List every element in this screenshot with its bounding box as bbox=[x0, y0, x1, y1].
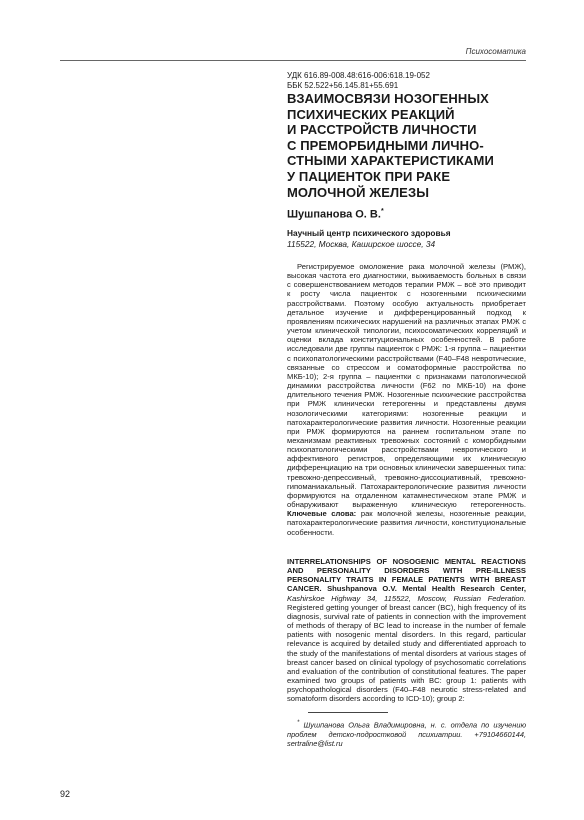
abstract-en bbox=[287, 557, 526, 704]
footnote-rule bbox=[308, 712, 388, 713]
title-line: С ПРЕМОРБИДНЫМИ ЛИЧНО- bbox=[287, 137, 484, 153]
footnote-text: Шушпанова Ольга Владимировна, н. с. отдела по изучению проблем детско-подростковой психиатрии. +79104660144, sertraline@list.ru bbox=[287, 720, 526, 749]
running-head: Психосоматика bbox=[465, 47, 526, 56]
title-line: У ПАЦИЕНТОК ПРИ РАКЕ bbox=[287, 168, 451, 184]
author-name: Шушпанова О. В. bbox=[287, 208, 381, 221]
author-footnote-mark: * bbox=[380, 208, 384, 215]
english-author-affil: Shushpanova O.V. Mental Health Research Center, bbox=[327, 584, 526, 594]
title-line: МОЛОЧНОЙ ЖЕЛЕЗЫ bbox=[287, 184, 430, 200]
affiliation-address: 115522, Москва, Каширское шоссе, 34 bbox=[287, 238, 436, 249]
author bbox=[287, 208, 526, 221]
title-line: СТНЫМИ ХАРАКТЕРИСТИКАМИ bbox=[287, 153, 494, 169]
title-line: ВЗАИМОСВЯЗИ НОЗОГЕННЫХ bbox=[287, 91, 489, 106]
keywords: рак молочной железы, нозогенные реакции, патохарактерологические развития личности, конституциональные особенности. bbox=[287, 509, 526, 537]
page-number: 92 bbox=[60, 789, 71, 799]
udc-code: УДК 616.89-008.48:616-006:618.19-052 bbox=[287, 71, 430, 80]
title-line: И РАССТРОЙСТВ ЛИЧНОСТИ bbox=[287, 122, 477, 138]
footnote bbox=[287, 718, 526, 749]
english-body: Registered getting younger of breast cancer (BC), high frequency of its diagnosis, survival rate of patients in connection with the improvement of methods of therapy of BC lead to increase in the number of female patients with nosogenic mental disorders. In this regard, particular relevance is acquired by detailed study and differentiated approach to the study of the manifestations of mental disorders at various stages of breast cancer based on clinical typology of psychosomatic correlations and evaluation of the contribution of constitutional features. The paper examined two groups of patients with BC: group 1: patients with psychopathological disorders (F40–F48 neurotic stress-related and somatoform disorders according to ICD-10); group 2: bbox=[287, 602, 526, 704]
header-rule bbox=[60, 60, 526, 61]
title-line: ПСИХИЧЕСКИХ РЕАКЦИЙ bbox=[287, 106, 455, 122]
english-address: Kashirskoe Highway 34, 115522, Moscow, Russian Federation. bbox=[287, 593, 526, 603]
affiliation-org: Научный центр психического здоровья bbox=[287, 228, 451, 238]
article-title bbox=[287, 91, 526, 200]
english-title: INTERRELATIONSHIPS OF NOSOGENIC MENTAL REACTIONS AND PERSONALITY DISORDERS WITH PRE-ILLNESS PERSONALITY TRAITS IN FEMALE PATIENTS WITH BREAST CANCER. bbox=[287, 557, 526, 594]
affiliation bbox=[287, 228, 526, 249]
abstract-body: Регистрируемое омоложение рака молочной железы (РМЖ), высокая частота его диагностики, выживаемость больных в связи с совершенствованием методов терапии РМЖ – всё это приводит к росту числа пациенток с нозогенными психическими расстройствами. Поэтому особую актуальность приобретает детальное изучение и дифференцированный подход к проявлениям психических нарушений на различных этапах РМЖ с учетом клинической типологии, психосоматических корреляций и оценки вклада конституциональных особенностей. В работе исследовали две группы пациенток с РМЖ: 1-я группа – пациентки с психопатологическими расстройствами (F40–F48 невротические, связанные со стрессом и соматоформные расстройства по МКБ-10); 2-я группа – пациентки с признаками патологической динамики расстройства личности (F62 по МКБ-10) на фоне длительного течения РМЖ. Нозогенные психические расстройства при РМЖ клинически гетерогенны и представлены двумя нозологическими категориями: нозогенные реакции и патохарактерологические развития личности. Нозогенные реакции при РМЖ формируются на раннем госпитальном этапе по механизмам реактивных тревожных состояний с коморбидными психопатологическими расстройствами невротического и аффективного регистров, определяющими их клиническую дифференциацию на три основных клинически завершенных типа: тревожно-депрессивный, тревожно-диссоциативный, тревожно-гипоманиакальный. Патохарактерологические развития личности формируются на отдаленном катамнестическом этапе РМЖ и обнаруживают выраженную клиническую гетерогенность. bbox=[287, 262, 526, 510]
keywords-label: Ключевые слова: bbox=[287, 509, 357, 519]
bbk-code: ББК 52.522+56.145.81+55.691 bbox=[287, 81, 399, 90]
classification-codes bbox=[287, 71, 526, 91]
footnote-mark: * bbox=[297, 719, 300, 726]
abstract-ru bbox=[287, 262, 526, 537]
